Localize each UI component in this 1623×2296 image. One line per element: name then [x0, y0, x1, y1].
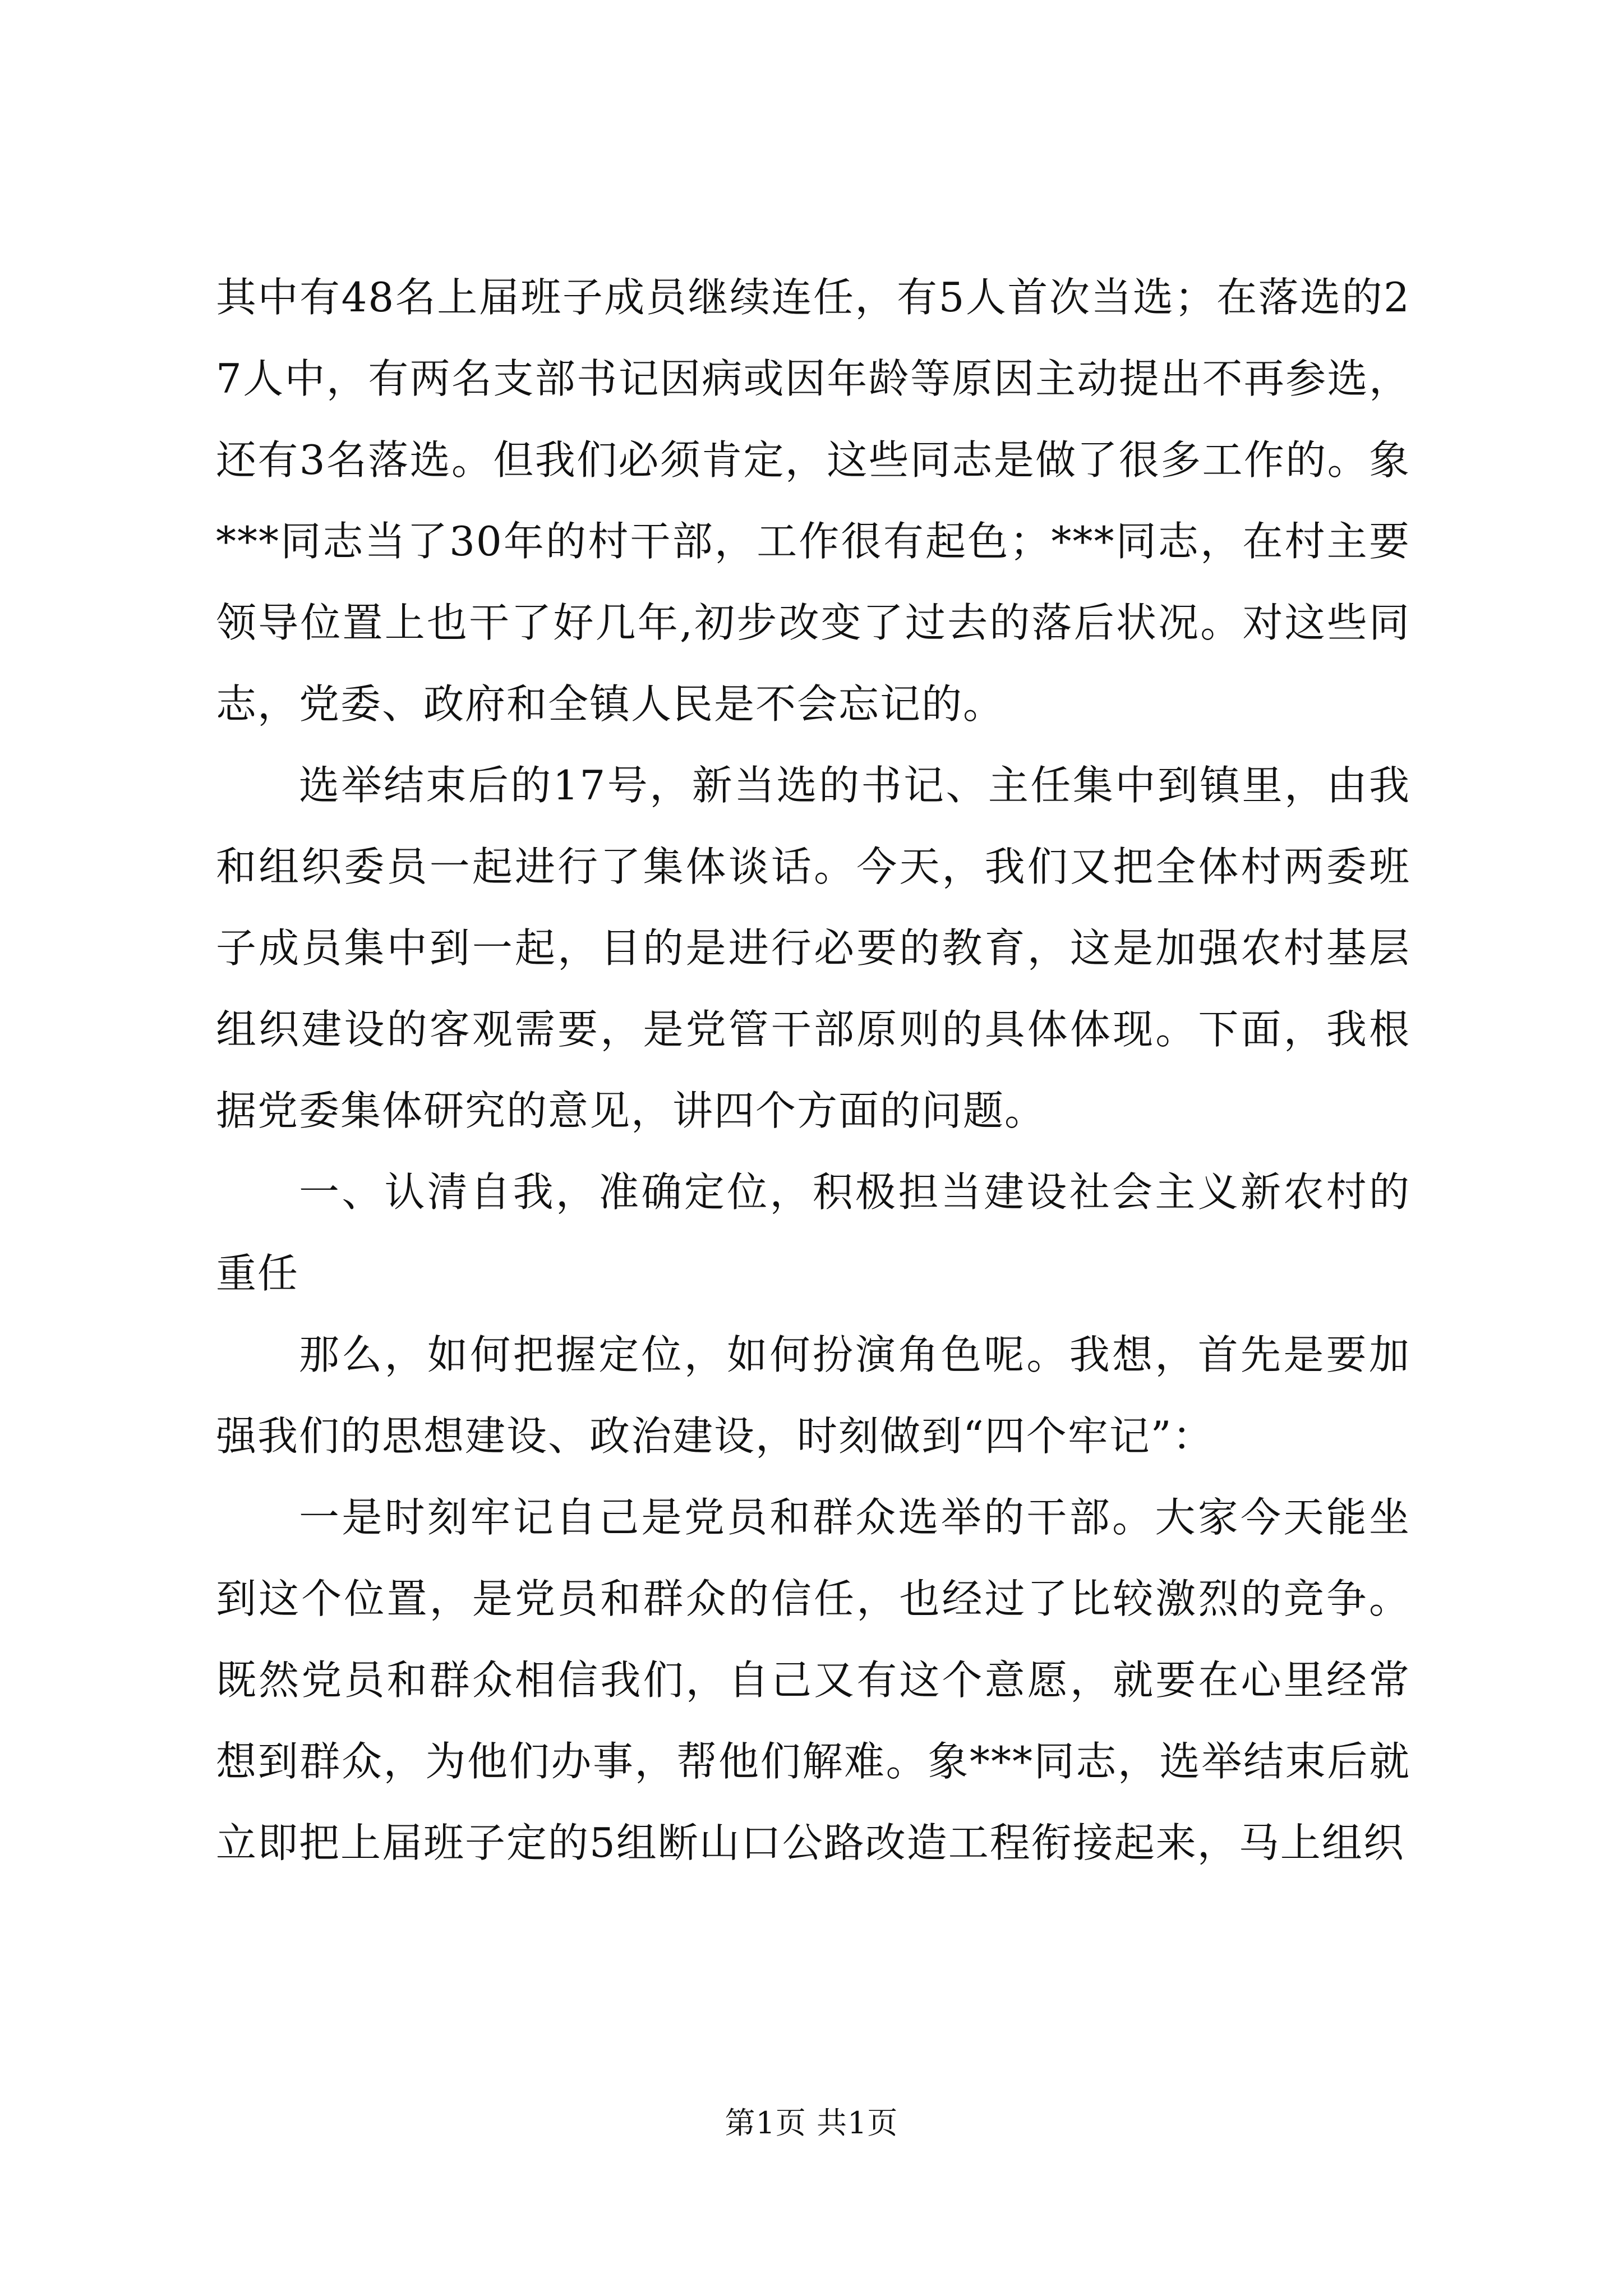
section-heading-1: 一、认清自我，准确定位，积极担当建设社会主义新农村的重任: [216, 1168, 1410, 1297]
page-number-label: 第1页 共1页: [725, 2105, 898, 2141]
paragraph-3: 那么，如何把握定位，如何扮演角色呢。我想，首先是要加强我们的思想建设、政治建设，时刻做到“四个牢记”：: [216, 1331, 1410, 1460]
paragraph-1: 其中有48名上届班子成员继续连任，有5人首次当选；在落选的27人中，有两名支部书记因病或因年龄等原因主动提出不再参选，还有3名落选。但我们必须肯定，这些同志是做了很多工作的。象***同志当了30年的村干部，工作很有起色；***同志，在村主要领导位置上也干了好几年,初步改变了过去的落后状况。对这些同志，党委、政府和全镇人民是不会忘记的。: [216, 274, 1410, 728]
paragraph-2: 选举结束后的17号，新当选的书记、主任集中到镇里，由我和组织委员一起进行了集体谈话。今天，我们又把全体村两委班子成员集中到一起，目的是进行必要的教育，这是加强农村基层组织建设的客观需要，是党管干部原则的具体体现。下面，我根据党委集体研究的意见，讲四个方面的问题。: [216, 762, 1410, 1134]
page-footer: [0, 2104, 1623, 2143]
paragraph-4: 一是时刻牢记自己是党员和群众选举的干部。大家今天能坐到这个位置，是党员和群众的信任，也经过了比较激烈的竞争。既然党员和群众相信我们，自己又有这个意愿，就要在心里经常想到群众，为他们办事，帮他们解难。象***同志，选举结束后就立即把上届班子定的5组断山口公路改造工程衔接起来，马上组织: [216, 1494, 1410, 1866]
document-body: [216, 257, 1410, 1884]
